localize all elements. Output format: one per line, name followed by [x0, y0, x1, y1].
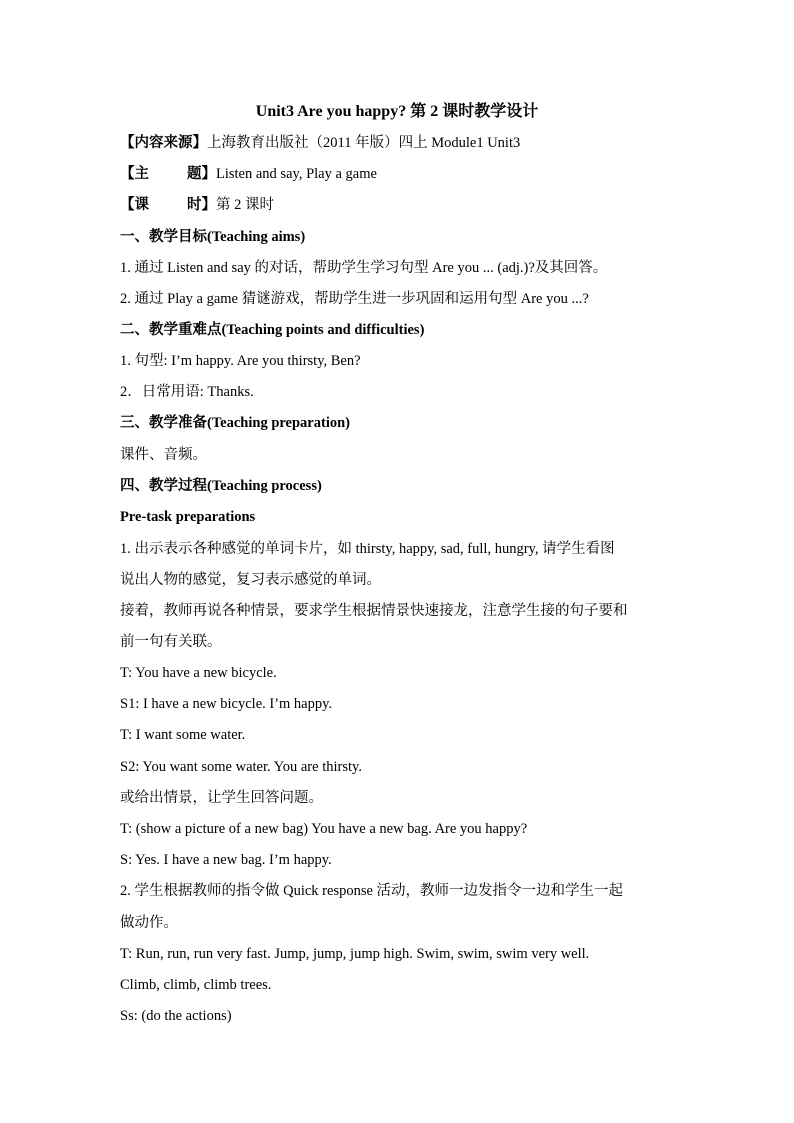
- process-paragraph-1-line-2: 说出人物的感觉，复习表示感觉的单词。: [120, 572, 381, 588]
- meta-source: [120, 133, 680, 153]
- dialogue-line: Climb, climb, climb trees.: [120, 977, 272, 993]
- dialogue-line: T: Run, run, run very fast. Jump, jump, jump high. Swim, swim, swim very well.: [120, 946, 590, 962]
- dialogue-line: S: Yes. I have a new bag. I’m happy.: [120, 852, 332, 868]
- meta-topic-label-right: 题】: [187, 166, 216, 182]
- process-paragraph-2-line-1: 接着，教师再说各种情景，要求学生根据情景快速接龙，注意学生接的句子要和: [120, 603, 628, 619]
- meta-topic: [120, 164, 680, 184]
- section-points-heading: 二、教学重难点(Teaching points and difficulties): [120, 322, 425, 338]
- section-preparation-heading: 三、教学准备(Teaching preparation): [120, 415, 350, 431]
- dialogue-line: S1: I have a new bicycle. I’m happy.: [120, 696, 333, 712]
- meta-source-label: 【内容来源】: [120, 135, 207, 151]
- dialogue-line: T: I want some water.: [120, 727, 246, 743]
- aims-item-2: 2. 通过 Play a game 猜谜游戏，帮助学生进一步巩固和运用句型 Are you ...?: [120, 291, 589, 307]
- process-paragraph-2-line-2: 前一句有关联。: [120, 634, 222, 650]
- points-item-1: 1. 句型: I’m happy. Are you thirsty, Ben?: [120, 353, 361, 369]
- dialogue-line: S2: You want some water. You are thirsty.: [120, 759, 362, 775]
- meta-period-label-right: 时】: [187, 197, 216, 213]
- process-paragraph-1-line-1: 1. 出示表示各种感觉的单词卡片，如 thirsty, happy, sad, full, hungry, 请学生看图: [120, 541, 615, 557]
- process-paragraph-4-line-1: 2. 学生根据教师的指令做 Quick response 活动，教师一边发指令一边和学生一起: [120, 883, 624, 899]
- dialogue-line: Ss: (do the actions): [120, 1008, 232, 1024]
- aims-item-1: 1. 通过 Listen and say 的对话，帮助学生学习句型 Are you ... (adj.)?及其回答。: [120, 260, 608, 276]
- meta-period-value: 第 2 课时: [216, 197, 274, 213]
- meta-source-value: 上海教育出版社（2011 年版）四上 Module1 Unit3: [207, 135, 521, 151]
- meta-topic-label-left: 【主: [120, 166, 149, 182]
- document-title: Unit3 Are you happy? 第 2 课时教学设计: [255, 103, 539, 120]
- preparation-text: 课件、音频。: [120, 447, 207, 463]
- meta-topic-value: Listen and say, Play a game: [216, 166, 377, 182]
- process-paragraph-4-line-2: 做动作。: [120, 915, 178, 931]
- dialogue-line: T: You have a new bicycle.: [120, 665, 277, 681]
- section-process-heading: 四、教学过程(Teaching process): [120, 478, 322, 494]
- meta-period-label-left: 【课: [120, 197, 149, 213]
- process-paragraph-3: 或给出情景，让学生回答问题。: [120, 790, 323, 806]
- process-subheading: Pre-task preparations: [120, 509, 256, 525]
- points-item-2: 2．日常用语: Thanks.: [120, 384, 254, 400]
- section-aims-heading: 一、教学目标(Teaching aims): [120, 229, 306, 245]
- meta-period: [120, 195, 680, 215]
- dialogue-line: T: (show a picture of a new bag) You have a new bag. Are you happy?: [120, 821, 528, 837]
